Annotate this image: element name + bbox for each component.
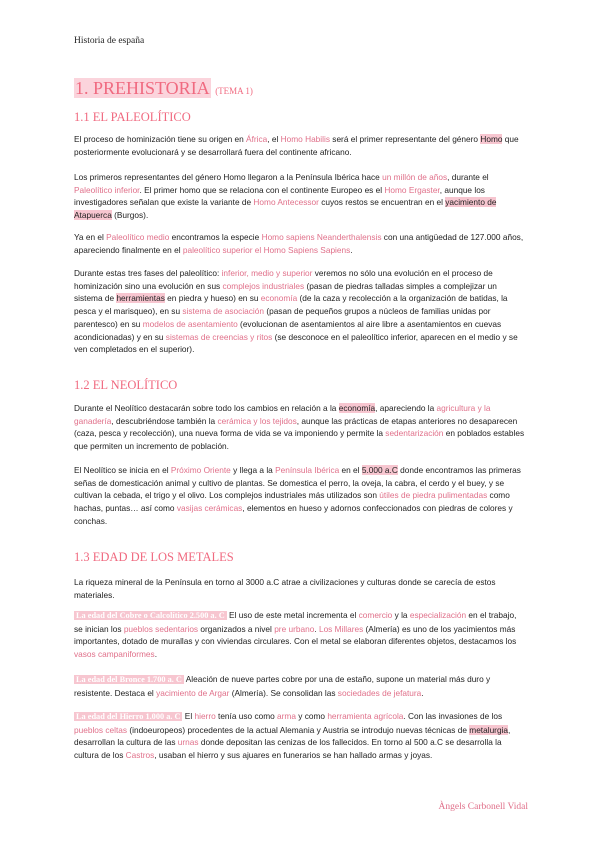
highlight: comercio [358, 610, 393, 620]
highlight: útiles de piedra pulimentadas [379, 490, 488, 501]
section-heading-metales: 1.3 EDAD DE LOS METALES [74, 550, 234, 564]
highlight: metalurgia [469, 724, 509, 735]
text-run: , aunque las prácticas de etapas anteriores no desaparecen (caza, pesca y recolección), una nueva forma de vida se va imponiendo y permite la [74, 415, 518, 439]
highlight: Homo Habilis [280, 134, 330, 144]
highlight: herramienta agrícola [327, 711, 404, 721]
highlight: arma [277, 711, 296, 721]
text-run: (evolucionan de asentamientos al aire libre a asentamientos en cuevas acondicionadas) y en su [74, 318, 502, 342]
author-footer: Àngels Carbonell Vidal [438, 802, 528, 812]
text-run: , el [267, 134, 281, 144]
highlight: Homo [480, 134, 503, 144]
text-run: . [314, 623, 319, 634]
text-run: (Burgos). [111, 210, 149, 221]
highlight: vasijas cerámicas [176, 503, 243, 514]
highlight: yacimiento de Argar [156, 687, 230, 698]
highlight: Península Ibérica [275, 465, 340, 475]
page-title [74, 78, 253, 99]
text-run: tenía uso como [215, 711, 278, 721]
text-run: que posteriormente evolucionará y se desarrollará fuera del continente africano. [74, 134, 519, 157]
text-run: (de la caza y recolección a la organización de batidas, la pesca y el marisqueo), en su [74, 293, 508, 317]
period-label: La edad del Hierro 1.000 a. C [76, 712, 181, 721]
highlight: Castros [125, 750, 155, 761]
text-run: en poblados estables que permiten un incremento de población. [74, 428, 525, 452]
paragraph [74, 133, 526, 158]
paragraph [74, 710, 526, 762]
text-run: . [154, 649, 158, 660]
highlight: sociedades de jefatura [337, 687, 422, 698]
text-run: veremos no sólo una evolución en el proceso de hominización sino una evolución en sus [74, 268, 493, 291]
text-run: en piedra y hueso) en su [164, 293, 261, 304]
text-run: , aunque los investigadores señalan que existe la variante de [74, 184, 485, 208]
text-run: , usaban el hierro y sus ajuares en funerarios se han hallado armas y joyas. [154, 750, 433, 761]
highlight: paleolítico superior el Homo Sapiens Sapiens [182, 244, 351, 255]
highlight: sedentarización [385, 428, 444, 439]
highlight: sistema de asociación [182, 306, 265, 317]
text-run: en el [339, 465, 362, 475]
title-tag: (TEMA 1) [215, 86, 253, 96]
page-header: Historia de españa [74, 36, 145, 46]
text-run: , elementos en hueso y adornos confeccionados con piedras de colores y conchas. [74, 503, 513, 526]
paragraph [74, 609, 526, 661]
highlight: pre urbano [274, 623, 315, 634]
highlight: Próximo Oriente [170, 465, 231, 475]
highlight: economía [338, 403, 376, 413]
highlight: Homo Ergaster [384, 184, 440, 195]
highlight: especialización [409, 610, 467, 620]
highlight: hierro [194, 711, 216, 721]
highlight: Homo sapiens Neanderthalensis [261, 232, 382, 242]
highlight: modelos de asentamiento [142, 318, 238, 329]
text-run: (Almería) es uno de los yacimientos más importantes, dotado de murallas y con viviendas circulares. Con el metal se elaboran diferentes objetos, destacamos los [74, 623, 517, 647]
text-run: . [350, 244, 353, 255]
text-run: (pasan de pequeños grupos a núcleos de familias unidas por parentesco) en su [74, 306, 491, 329]
text-run: (Almería). Se consolidan las [229, 687, 338, 698]
text-run: y como [295, 711, 328, 721]
text-run: donde encontramos las primeras señas de domesticación animal y cultivo de plantas. Se domestica el perro, la oveja, la cabra, el cerdo y el buey, y se cultivan la cebada, el trigo y el olivo. Los complejos industriales más utilizados son [74, 465, 521, 501]
text-run: . El primer homo que se relaciona con el continente Europeo es el [139, 184, 385, 195]
text-run: , descubriéndose también la [111, 415, 218, 426]
highlight: África [246, 134, 268, 144]
text-run: en el trabajo, se inician los [74, 610, 517, 634]
text-run: El [182, 711, 195, 721]
text-run: y llega a la [230, 465, 276, 475]
highlight: 5.000 a.C [361, 465, 398, 475]
text-run: organizados a nivel [198, 623, 275, 634]
highlight: sistemas de creencias y ritos [165, 331, 273, 342]
text-run: Durante el Neolítico destacarán sobre todo los cambios en relación a la [74, 403, 339, 413]
text-run: El Neolítico se inicia en el [74, 465, 171, 475]
text-run: será el primer representante del género [329, 134, 481, 144]
section-heading-paleolitico: 1.1 EL PALEOLÍTICO [74, 110, 191, 124]
text-run: Los primeros representantes del género Homo llegaron a la Península Ibérica hace [74, 172, 383, 182]
paragraph [74, 576, 526, 601]
text-run: y la [392, 610, 410, 620]
highlight: pueblos sedentarios [123, 623, 199, 634]
text-run: El proceso de hominización tiene su origen en [74, 134, 247, 144]
section-heading-neolitico: 1.2 EL NEOLÍTICO [74, 378, 178, 392]
highlight: Paleolítico medio [106, 232, 170, 242]
period-label: La edad del Bronce 1.700 a. C [76, 675, 182, 684]
text-run: (pasan de piedras talladas simples a complejizar un sistema de [74, 280, 497, 304]
period-label: La edad del Cobre o Calcolítico 2.500 a. C [76, 611, 225, 620]
text-run: Durante estas tres fases del paleolítico: [74, 268, 222, 278]
text-run: encontramos la especie [169, 232, 262, 242]
highlight: urnas [177, 737, 199, 748]
text-run: . Con las invasiones de los [403, 711, 503, 721]
text-run: . [421, 687, 424, 698]
paragraph [74, 402, 526, 453]
highlight: yacimiento de Atapuerca [74, 197, 497, 221]
text-run: (indoeuropeos) procedentes de la actual Alemania y Austria se introdujo nuevas técnicas de [127, 724, 470, 735]
highlight: herramientas [116, 293, 165, 304]
text-run: Aleación de nueve partes cobre por una de estaño, supone un material más duro y resistente. Destaca el [74, 674, 491, 698]
text-run: , desarrollan la cultura de las [74, 724, 511, 748]
text-run: con una antigüedad de 127.000 años, apareciendo finalmente en el [74, 232, 524, 255]
text-run: Ya en el [74, 232, 107, 242]
highlight: economía [260, 293, 298, 304]
highlight: agricultura y la ganadería [74, 403, 491, 426]
paragraph [74, 673, 526, 699]
highlight: vasos campaniformes [74, 649, 155, 660]
text-run: (se desconoce en el paleolítico inferior, aparecen en el medio y se ven completados en el superior). [74, 331, 518, 355]
text-run: , apareciendo la [375, 403, 437, 413]
paragraph [74, 171, 526, 222]
highlight: pueblos celtas [74, 724, 128, 735]
highlight: cerámica y los tejidos [217, 415, 297, 426]
highlight: complejos industriales [222, 280, 305, 291]
highlight: inferior, medio y superior [221, 268, 313, 278]
paragraph [74, 267, 526, 356]
paragraph [74, 464, 526, 528]
text-run: cuyos restos se encuentran en el [318, 197, 446, 208]
paragraph [74, 231, 526, 256]
highlight: un millón de años [382, 172, 448, 182]
highlight: Paleolítico inferior [74, 184, 140, 195]
title-main: 1. PREHISTORIA [75, 78, 210, 98]
text-run: , durante el [447, 172, 489, 182]
text-run: como hachas, puntas… así como [74, 490, 510, 514]
text-run: El uso de este metal incrementa el [226, 610, 359, 620]
highlight: Homo Antecessor [253, 197, 319, 208]
text-run: donde depositan las cenizas de los fallecidos. En torno al 500 a.C se desarrolla la cultura de los [74, 737, 502, 761]
text-run: La riqueza mineral de la Península en torno al 3000 a.C atrae a civilizaciones y culturas donde se carecía de estos materiales. [74, 577, 496, 600]
highlight: Los Millares [318, 623, 364, 634]
